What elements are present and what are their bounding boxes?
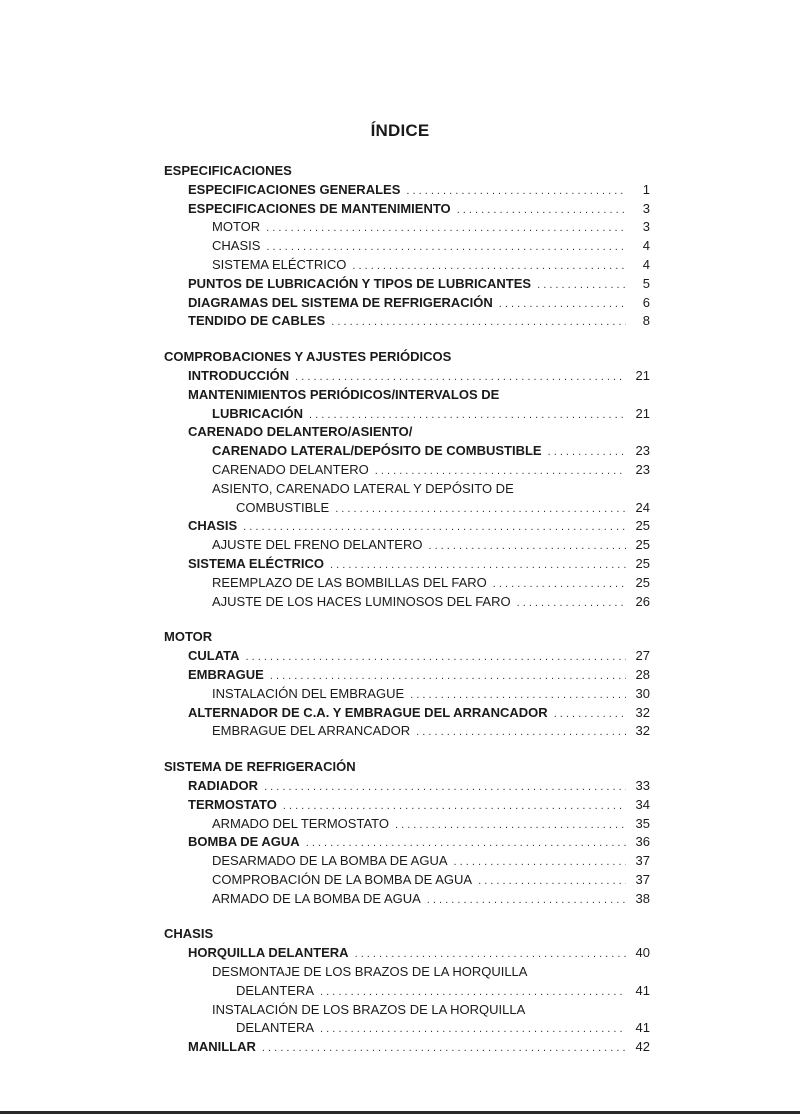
toc-entry-label: AJUSTE DE LOS HACES LUMINOSOS DEL FARO	[212, 593, 511, 609]
toc-page-number: 4	[642, 256, 650, 272]
section-heading: ESPECIFICACIONES	[164, 163, 292, 178]
toc-page-number: 8	[642, 313, 650, 329]
dot-leader	[320, 1019, 626, 1039]
toc-entry	[0, 1001, 800, 1020]
toc-entry	[0, 722, 800, 741]
toc-page-number: 26	[635, 593, 650, 609]
toc-entry	[0, 555, 800, 574]
toc-entry	[0, 367, 800, 386]
dot-leader	[266, 218, 626, 238]
toc-entry-label: TERMOSTATO	[188, 796, 277, 812]
dot-leader	[375, 461, 626, 481]
toc-entry-label: ESPECIFICACIONES DE MANTENIMIENTO	[188, 200, 451, 216]
bottom-rule	[0, 1111, 800, 1114]
toc-section	[0, 758, 800, 908]
toc-page-number: 40	[635, 945, 650, 961]
toc-page-number: 41	[635, 982, 650, 998]
toc-entry	[0, 685, 800, 704]
section-heading: CHASIS	[164, 926, 214, 942]
dot-leader	[270, 666, 626, 686]
toc-section	[0, 925, 800, 1057]
dot-leader	[283, 796, 626, 816]
dot-leader	[537, 275, 626, 295]
dot-leader	[266, 237, 626, 257]
dot-leader	[243, 517, 626, 537]
toc-entry-label: COMBUSTIBLE	[236, 499, 330, 515]
toc-entry-label: DESARMADO DE LA BOMBA DE AGUA	[212, 853, 448, 869]
toc-entry-label: COMPROBACIÓN DE LA BOMBA DE AGUA	[212, 871, 473, 887]
toc-section	[0, 348, 800, 611]
toc-entry-label: ASIENTO, CARENADO LATERAL Y DEPÓSITO DE	[212, 480, 514, 496]
toc-entry	[0, 796, 800, 815]
toc-entry	[0, 442, 800, 461]
toc-entry-label: SISTEMA ELÉCTRICO	[188, 555, 325, 571]
toc-entry-label: INTRODUCCIÓN	[188, 367, 290, 383]
toc-entry-label: DELANTERA	[236, 982, 315, 998]
toc-entry	[0, 593, 800, 612]
toc-entry-label: ARMADO DE LA BOMBA DE AGUA	[212, 890, 421, 906]
section-heading: SISTEMA DE REFRIGERACIÓN	[164, 759, 356, 775]
toc-page-number: 32	[635, 723, 650, 739]
toc-entry-label: PUNTOS DE LUBRICACIÓN Y TIPOS DE LUBRICANTES	[188, 275, 532, 291]
dot-leader	[454, 852, 626, 872]
toc-entry	[0, 517, 800, 536]
toc-page-number: 25	[635, 518, 650, 534]
toc-entry	[0, 963, 800, 982]
toc-page-number: 23	[635, 443, 650, 459]
toc-entry	[0, 1038, 800, 1057]
toc-entry-label: DESMONTAJE DE LOS BRAZOS DE LA HORQUILLA	[212, 964, 528, 980]
toc-entry-label: SISTEMA ELÉCTRICO	[212, 256, 347, 272]
toc-page-number: 38	[635, 890, 650, 906]
toc-page-number: 25	[635, 574, 650, 590]
toc-entry	[0, 536, 800, 555]
toc-entry	[0, 890, 800, 909]
toc-entry-label: CARENADO LATERAL/DEPÓSITO DE COMBUSTIBLE	[212, 443, 542, 459]
toc-entry	[0, 275, 800, 294]
dot-leader	[416, 722, 626, 742]
toc-section	[0, 628, 800, 741]
toc-entry	[0, 312, 800, 331]
toc-entry-label: DELANTERA	[236, 1020, 315, 1036]
toc-entry	[0, 386, 800, 405]
dot-leader	[295, 367, 626, 387]
toc-entry	[0, 871, 800, 890]
section-heading: MOTOR	[164, 629, 213, 645]
dot-leader	[355, 944, 626, 964]
toc-page-number: 37	[635, 853, 650, 869]
toc-entry	[0, 777, 800, 796]
dot-leader	[548, 442, 626, 462]
toc-entry	[0, 405, 800, 424]
toc-page-number: 4	[642, 238, 650, 254]
dot-leader	[320, 982, 626, 1002]
toc-entry-label: INSTALACIÓN DE LOS BRAZOS DE LA HORQUILLA	[212, 1001, 526, 1017]
dot-leader	[410, 685, 626, 705]
toc-entry-label: CARENADO DELANTERO/ASIENTO/	[188, 424, 413, 440]
toc-entry-label: TENDIDO DE CABLES	[188, 313, 326, 329]
toc-entry	[0, 237, 800, 256]
dot-leader	[406, 181, 626, 201]
toc-entry	[0, 480, 800, 499]
toc-entry	[0, 852, 800, 871]
toc-entry	[0, 1019, 800, 1038]
toc-entry	[0, 704, 800, 723]
toc-entry	[0, 294, 800, 313]
toc-entry-label: CULATA	[188, 648, 240, 664]
dot-leader	[554, 704, 626, 724]
toc-section	[0, 162, 800, 331]
toc-entry-label: ARMADO DEL TERMOSTATO	[212, 815, 389, 831]
toc-page-number: 37	[635, 871, 650, 887]
toc-entry	[0, 218, 800, 237]
dot-leader	[478, 871, 626, 891]
toc-entry-label: BOMBA DE AGUA	[188, 834, 300, 850]
toc-entry	[0, 574, 800, 593]
toc-entry-label: CHASIS	[212, 238, 261, 254]
toc-entry	[0, 499, 800, 518]
toc-page-number: 28	[635, 666, 650, 682]
toc-entry-label: ALTERNADOR DE C.A. Y EMBRAGUE DEL ARRANCADOR	[188, 704, 548, 720]
toc-page-number: 21	[635, 367, 650, 383]
toc-entry-label: CARENADO DELANTERO	[212, 461, 369, 477]
toc-entry	[0, 833, 800, 852]
dot-leader	[499, 294, 626, 314]
toc-entry-label: HORQUILLA DELANTERA	[188, 945, 349, 961]
dot-leader	[493, 574, 626, 594]
toc-entry	[0, 256, 800, 275]
dot-leader	[395, 815, 626, 835]
dot-leader	[517, 593, 626, 613]
toc-entry	[0, 982, 800, 1001]
toc-page-number: 25	[635, 537, 650, 553]
toc-entry	[0, 647, 800, 666]
toc-page-number: 41	[635, 1020, 650, 1036]
toc-entry-label: AJUSTE DEL FRENO DELANTERO	[212, 537, 423, 553]
toc-entry-label: MANILLAR	[188, 1039, 256, 1055]
toc-entry-label: REEMPLAZO DE LAS BOMBILLAS DEL FARO	[212, 574, 487, 590]
dot-leader	[331, 312, 626, 332]
dot-leader	[262, 1038, 626, 1058]
table-of-contents	[0, 162, 800, 1074]
toc-entry	[0, 200, 800, 219]
toc-page-number: 5	[642, 275, 650, 291]
toc-entry-label: LUBRICACIÓN	[212, 405, 303, 421]
dot-leader	[457, 200, 626, 220]
dot-leader	[428, 536, 626, 556]
dot-leader	[246, 647, 626, 667]
toc-page-number: 34	[635, 796, 650, 812]
toc-page-number: 35	[635, 815, 650, 831]
dot-leader	[306, 833, 626, 853]
toc-page-number: 3	[642, 200, 650, 216]
toc-entry-label: ESPECIFICACIONES GENERALES	[188, 181, 401, 197]
toc-page-number: 36	[635, 834, 650, 850]
dot-leader	[335, 499, 626, 519]
toc-page-number: 1	[642, 181, 650, 197]
dot-leader	[427, 890, 626, 910]
toc-entry-label: RADIADOR	[188, 777, 259, 793]
section-heading: COMPROBACIONES Y AJUSTES PERIÓDICOS	[164, 349, 452, 365]
toc-page-number: 3	[642, 219, 650, 235]
toc-entry-label: DIAGRAMAS DEL SISTEMA DE REFRIGERACIÓN	[188, 294, 493, 310]
toc-page-number: 24	[635, 499, 650, 515]
toc-page-number: 6	[642, 294, 650, 310]
toc-page-number: 27	[635, 648, 650, 664]
toc-entry	[0, 944, 800, 963]
page-title: ÍNDICE	[370, 121, 430, 140]
toc-entry-label: CHASIS	[188, 518, 238, 534]
toc-page-number: 25	[635, 555, 650, 571]
toc-page-number: 33	[635, 777, 650, 793]
toc-page-number: 42	[635, 1039, 650, 1055]
dot-leader	[330, 555, 626, 575]
toc-entry	[0, 181, 800, 200]
toc-entry-label: EMBRAGUE DEL ARRANCADOR	[212, 723, 411, 739]
toc-page-number: 23	[635, 461, 650, 477]
dot-leader	[264, 777, 626, 797]
toc-entry	[0, 461, 800, 480]
toc-entry	[0, 815, 800, 834]
toc-page-number: 21	[635, 405, 650, 421]
toc-entry	[0, 666, 800, 685]
toc-entry-label: INSTALACIÓN DEL EMBRAGUE	[212, 685, 405, 701]
toc-entry-label: MANTENIMIENTOS PERIÓDICOS/INTERVALOS DE	[188, 386, 500, 402]
toc-entry	[0, 423, 800, 442]
toc-entry-label: EMBRAGUE	[188, 666, 264, 682]
dot-leader	[309, 405, 626, 425]
dot-leader	[352, 256, 626, 276]
toc-entry-label: MOTOR	[212, 219, 261, 235]
toc-page-number: 30	[635, 685, 650, 701]
toc-page-number: 32	[635, 704, 650, 720]
